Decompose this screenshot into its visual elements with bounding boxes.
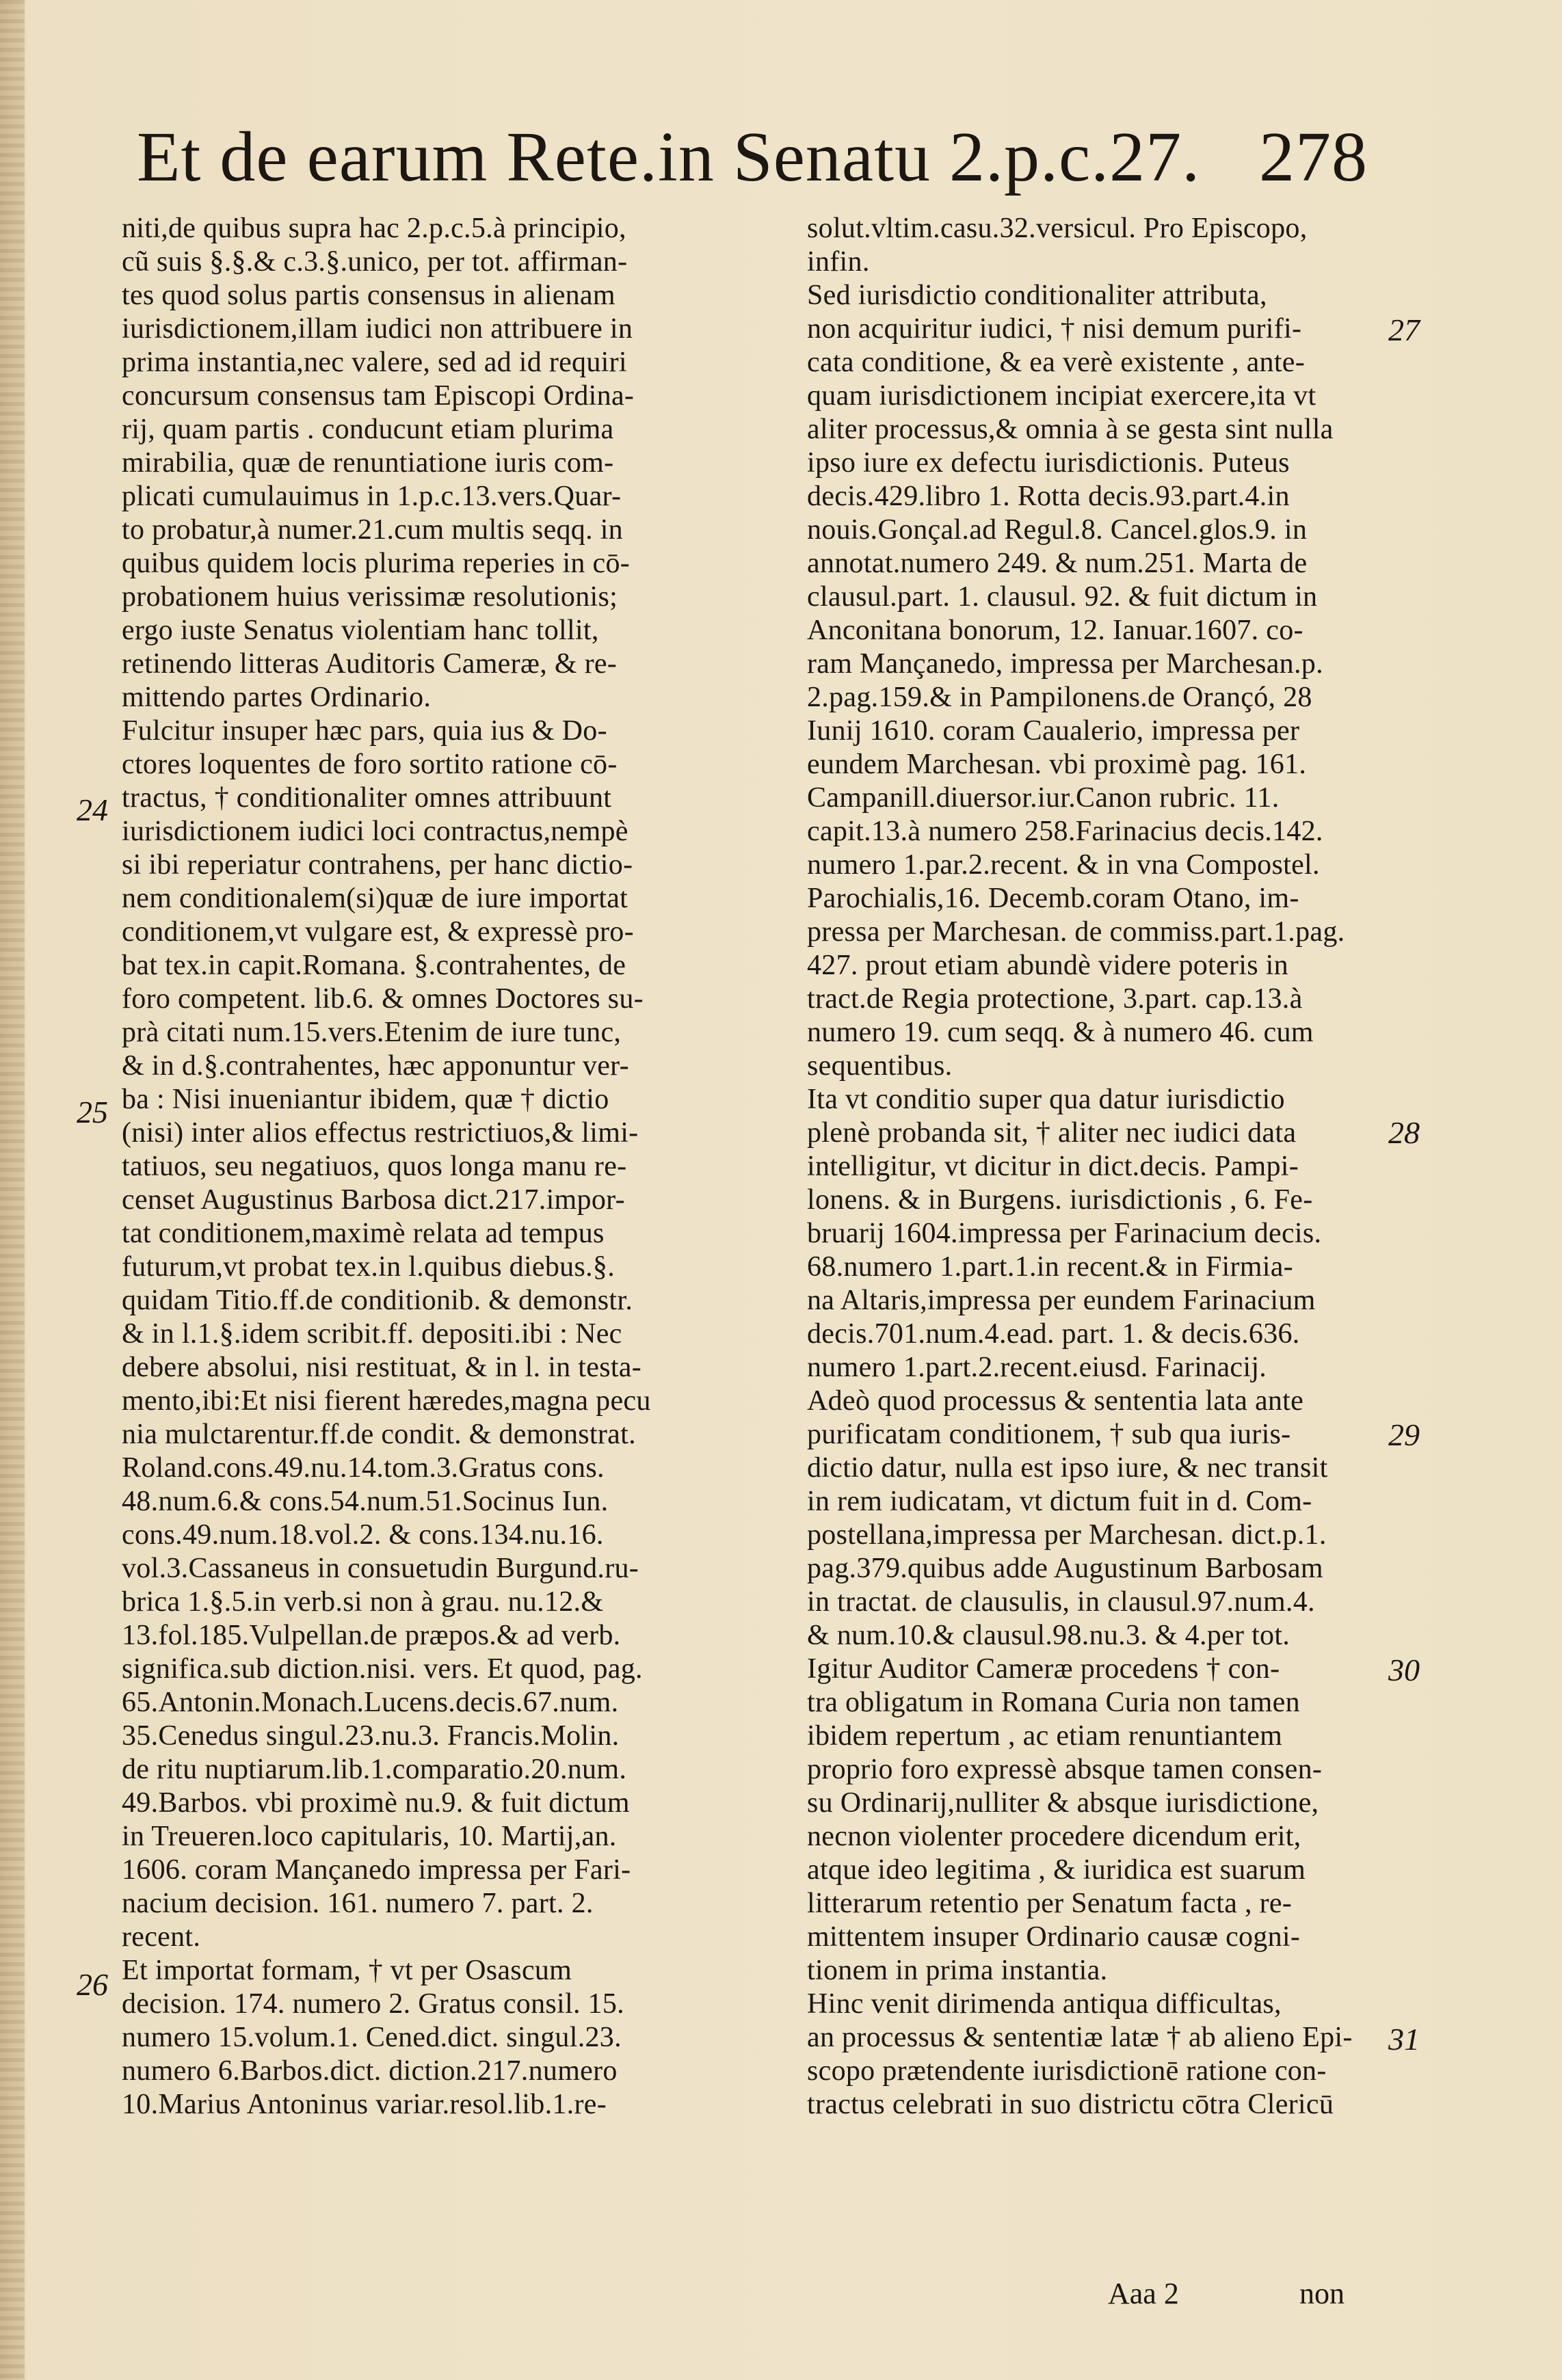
- text-line: cũ suis §.§.& c.3.§.unico, per tot. affirman-: [122, 246, 628, 278]
- text-line: pressa per Marchesan. de commiss.part.1.pag.: [807, 916, 1345, 948]
- margin-number: 28: [1388, 1115, 1420, 1150]
- text-line: recent.: [122, 1921, 201, 1953]
- text-line: eundem Marchesan. vbi proximè pag. 161.: [807, 749, 1307, 780]
- text-line: dictio datur, nulla est ipso iure, & nec transit: [807, 1452, 1328, 1484]
- text-line: nacium decision. 161. numero 7. part. 2.: [122, 1888, 594, 1919]
- text-line: futurum,vt probat tex.in l.quibus diebus.§.: [122, 1251, 615, 1283]
- text-line: pag.379.quibus adde Augustinum Barbosam: [807, 1553, 1323, 1584]
- text-line: ctores loquentes de foro sortito ratione cō-: [122, 749, 618, 780]
- margin-number: 27: [1388, 312, 1420, 347]
- signature-mark: Aaa 2: [1108, 2277, 1179, 2310]
- right-column: [807, 212, 1375, 2122]
- text-line: ergo iuste Senatus violentiam hanc tollit,: [122, 615, 599, 646]
- text-line: capit.13.à numero 258.Farinacius decis.142.: [807, 816, 1323, 847]
- text-line: brica 1.§.5.in verb.si non à grau. nu.12.&: [122, 1586, 604, 1618]
- text-line: nouis.Gonçal.ad Regul.8. Cancel.glos.9. in: [807, 514, 1308, 546]
- text-line: decision. 174. numero 2. Gratus consil. 15.: [122, 1988, 624, 2020]
- text-line: 68.numero 1.part.1.in recent.& in Firmia-: [807, 1251, 1293, 1283]
- text-line: su Ordinarij,nulliter & absque iurisdictione,: [807, 1787, 1319, 1819]
- text-line: ba : Nisi inueniantur ibidem, quæ † dictio: [122, 1084, 609, 1115]
- text-line: 35.Cenedus singul.23.nu.3. Francis.Molin.: [122, 1720, 620, 1752]
- text-line: 13.fol.185.Vulpellan.de præpos.& ad verb.: [122, 1620, 621, 1651]
- text-line: sequentibus.: [807, 1050, 953, 1082]
- text-line: infin.: [807, 246, 870, 278]
- text-line: iurisdictionem iudici loci contractus,nempè: [122, 816, 628, 847]
- text-line: & in d.§.contrahentes, hæc apponuntur ver-: [122, 1050, 629, 1082]
- text-line: plicati cumulauimus in 1.p.c.13.vers.Quar-: [122, 481, 622, 512]
- catchword: non: [1299, 2277, 1345, 2310]
- text-line: iurisdictionem,illam iudici non attribuere in: [122, 313, 633, 345]
- text-line: 48.num.6.& cons.54.num.51.Socinus Iun.: [122, 1486, 609, 1517]
- text-line: na Altaris,impressa per eundem Farinacium: [807, 1285, 1316, 1316]
- text-line: mittentem insuper Ordinario causæ cogni-: [807, 1921, 1301, 1953]
- text-line: tatiuos, seu negatiuos, quos longa manu re-: [122, 1151, 627, 1182]
- text-line: an processus & sententiæ latæ † ab alieno Epi-: [807, 2022, 1353, 2053]
- text-line: ram Mançanedo, impressa per Marchesan.p.: [807, 648, 1323, 680]
- text-line: Sed iurisdictio conditionaliter attributa,: [807, 280, 1267, 311]
- margin-number: 26: [77, 1967, 108, 2002]
- text-line: aliter processus,& omnia à se gesta sint nulla: [807, 414, 1334, 445]
- margin-number: 29: [1388, 1417, 1420, 1452]
- margin-number: 24: [77, 792, 108, 827]
- text-line: tractus, † conditionaliter omnes attribuunt: [122, 782, 612, 814]
- text-line: retinendo litteras Auditoris Cameræ, & re-: [122, 648, 618, 680]
- text-line: tat conditionem,maximè relata ad tempus: [122, 1218, 605, 1249]
- text-line: numero 1.par.2.recent. & in vna Compostel.: [807, 849, 1320, 881]
- text-line: Ita vt conditio super qua datur iurisdictio: [807, 1084, 1285, 1115]
- folio-number: 278: [1259, 118, 1368, 196]
- text-line: bat tex.in capit.Romana. §.contrahentes, de: [122, 950, 626, 981]
- text-line: prima instantia,nec valere, sed ad id requiri: [122, 347, 627, 378]
- text-line: annotat.numero 249. & num.251. Marta de: [807, 548, 1308, 579]
- text-line: Parochialis,16. Decemb.coram Otano, im-: [807, 883, 1299, 914]
- margin-number: 30: [1388, 1653, 1420, 1687]
- text-line: solut.vltim.casu.32.versicul. Pro Episcopo,: [807, 213, 1308, 244]
- text-line: in rem iudicatam, vt dictum fuit in d. Com-: [807, 1486, 1312, 1517]
- text-line: clausul.part. 1. clausul. 92. & fuit dictum in: [807, 581, 1318, 613]
- text-line: Adeò quod processus & sententia lata ante: [807, 1385, 1304, 1417]
- text-line: numero 15.volum.1. Cened.dict. singul.23.: [122, 2022, 622, 2053]
- text-line: 10.Marius Antoninus variar.resol.lib.1.re-: [122, 2089, 607, 2120]
- text-line: numero 1.part.2.recent.eiusd. Farinacij.: [807, 1352, 1267, 1383]
- text-line: tionem in prima instantia.: [807, 1955, 1108, 1986]
- text-line: si ibi reperiatur contrahens, per hanc dictio-: [122, 849, 633, 881]
- running-title: Et de earum Rete.in Senatu 2.p.c.27.: [137, 118, 1201, 196]
- text-line: de ritu nuptiarum.lib.1.comparatio.20.num.: [122, 1754, 627, 1785]
- text-line: non acquiritur iudici, † nisi demum purifi-: [807, 313, 1302, 345]
- text-line: rij, quam partis . conducunt etiam plurima: [122, 414, 614, 445]
- margin-number: 25: [77, 1095, 108, 1129]
- text-line: postellana,impressa per Marchesan. dict.p.1.: [807, 1519, 1327, 1551]
- text-line: probationem huius verissimæ resolutionis;: [122, 581, 618, 613]
- text-line: quidam Titio.ff.de conditionib. & demonstr.: [122, 1285, 633, 1316]
- text-line: cons.49.num.18.vol.2. & cons.134.nu.16.: [122, 1519, 604, 1551]
- left-column: [122, 212, 730, 2122]
- text-line: decis.701.num.4.ead. part. 1. & decis.636.: [807, 1318, 1300, 1350]
- text-line: Igitur Auditor Cameræ procedens † con-: [807, 1653, 1280, 1685]
- text-line: (nisi) inter alios effectus restrictiuos,& limi-: [122, 1117, 639, 1149]
- text-line: nem conditionalem(si)quæ de iure importat: [122, 883, 628, 914]
- text-line: vol.3.Cassaneus in consuetudin Burgund.ru-: [122, 1553, 639, 1584]
- text-line: quam iurisdictionem incipiat exercere,ita vt: [807, 380, 1316, 412]
- text-line: tractus celebrati in suo districtu cōtra Clericū: [807, 2089, 1334, 2120]
- text-line: scopo prætendente iurisdictionē ratione con-: [807, 2055, 1327, 2087]
- text-line: 65.Antonin.Monach.Lucens.decis.67.num.: [122, 1687, 619, 1718]
- text-line: bruarij 1604.impressa per Farinacium decis.: [807, 1218, 1322, 1249]
- text-line: 1606. coram Mançanedo impressa per Fari-: [122, 1854, 631, 1886]
- running-header: [137, 109, 1368, 205]
- text-line: censet Augustinus Barbosa dict.217.impor-: [122, 1184, 625, 1216]
- text-line: lonens. & in Burgens. iurisdictionis , 6. Fe-: [807, 1184, 1313, 1216]
- text-line: to probatur,à numer.21.cum multis seqq. in: [122, 514, 623, 546]
- text-line: purificatam conditionem, † sub qua iuris-: [807, 1419, 1291, 1450]
- text-line: tes quod solus partis consensus in alienam: [122, 280, 615, 311]
- text-line: tract.de Regia protectione, 3.part. cap.13.à: [807, 983, 1303, 1015]
- text-line: prà citati num.15.vers.Etenim de iure tunc,: [122, 1017, 622, 1048]
- text-line: Roland.cons.49.nu.14.tom.3.Gratus cons.: [122, 1452, 605, 1484]
- text-line: conditionem,vt vulgare est, & expressè pro-: [122, 916, 634, 948]
- text-line: 427. prout etiam abundè videre poteris in: [807, 950, 1288, 981]
- text-line: atque ideo legitima , & iuridica est suarum: [807, 1854, 1306, 1886]
- text-line: in Treueren.loco capitularis, 10. Martij,an.: [122, 1821, 617, 1852]
- text-line: Hinc venit dirimenda antiqua difficultas,: [807, 1988, 1282, 2020]
- text-line: significa.sub diction.nisi. vers. Et quod, pag.: [122, 1653, 643, 1685]
- text-line: concursum consensus tam Episcopi Ordina-: [122, 380, 635, 412]
- text-line: Et importat formam, † vt per Osascum: [122, 1955, 572, 1986]
- text-line: in tractat. de clausulis, in clausul.97.num.4.: [807, 1586, 1315, 1618]
- text-line: Iunij 1610. coram Caualerio, impressa per: [807, 715, 1300, 747]
- text-line: Fulcitur insuper hæc pars, quia ius & Do-: [122, 715, 607, 747]
- text-line: Campanill.diuersor.iur.Canon rubric. 11.: [807, 782, 1280, 814]
- text-line: tra obligatum in Romana Curia non tamen: [807, 1687, 1300, 1718]
- text-line: mento,ibi:Et nisi fierent hæredes,magna pecu: [122, 1385, 651, 1417]
- text-line: 49.Barbos. vbi proximè nu.9. & fuit dictum: [122, 1787, 630, 1819]
- text-line: numero 6.Barbos.dict. diction.217.numero: [122, 2055, 618, 2087]
- text-line: intelligitur, vt dicitur in dict.decis. Pampi-: [807, 1151, 1299, 1182]
- text-line: plenè probanda sit, † aliter nec iudici data: [807, 1117, 1297, 1149]
- text-line: debere absolui, nisi restituat, & in l. in testa-: [122, 1352, 642, 1383]
- text-line: foro competent. lib.6. & omnes Doctores su-: [122, 983, 644, 1015]
- text-line: quibus quidem locis plurima reperies in cō-: [122, 548, 631, 579]
- text-line: mirabilia, quæ de renuntiatione iuris com-: [122, 447, 614, 479]
- text-line: litterarum retentio per Senatum facta , re-: [807, 1888, 1293, 1919]
- text-line: ibidem repertum , ac etiam renuntiantem: [807, 1720, 1283, 1752]
- text-line: cata conditione, & ea verè existente , ante-: [807, 347, 1306, 378]
- text-line: decis.429.libro 1. Rotta decis.93.part.4.in: [807, 481, 1290, 512]
- text-line: proprio foro expressè absque tamen consen-: [807, 1754, 1323, 1785]
- text-line: niti,de quibus supra hac 2.p.c.5.à principio,: [122, 213, 626, 244]
- text-line: nia mulctarentur.ff.de condit. & demonstrat.: [122, 1419, 636, 1450]
- text-line: & in l.1.§.idem scribit.ff. depositi.ibi : Nec: [122, 1318, 622, 1350]
- text-line: mittendo partes Ordinario.: [122, 682, 432, 713]
- text-line: & num.10.& clausul.98.nu.3. & 4.per tot.: [807, 1620, 1290, 1651]
- text-line: Anconitana bonorum, 12. Ianuar.1607. co-: [807, 615, 1303, 646]
- text-line: numero 19. cum seqq. & à numero 46. cum: [807, 1017, 1314, 1048]
- binding-gutter: [0, 0, 25, 2380]
- text-line: necnon violenter procedere dicendum erit,: [807, 1821, 1301, 1852]
- margin-number: 31: [1388, 2022, 1420, 2057]
- text-line: 2.pag.159.& in Pampilonens.de Orançó, 28: [807, 682, 1312, 713]
- text-line: ipso iure ex defectu iurisdictionis. Puteus: [807, 447, 1290, 479]
